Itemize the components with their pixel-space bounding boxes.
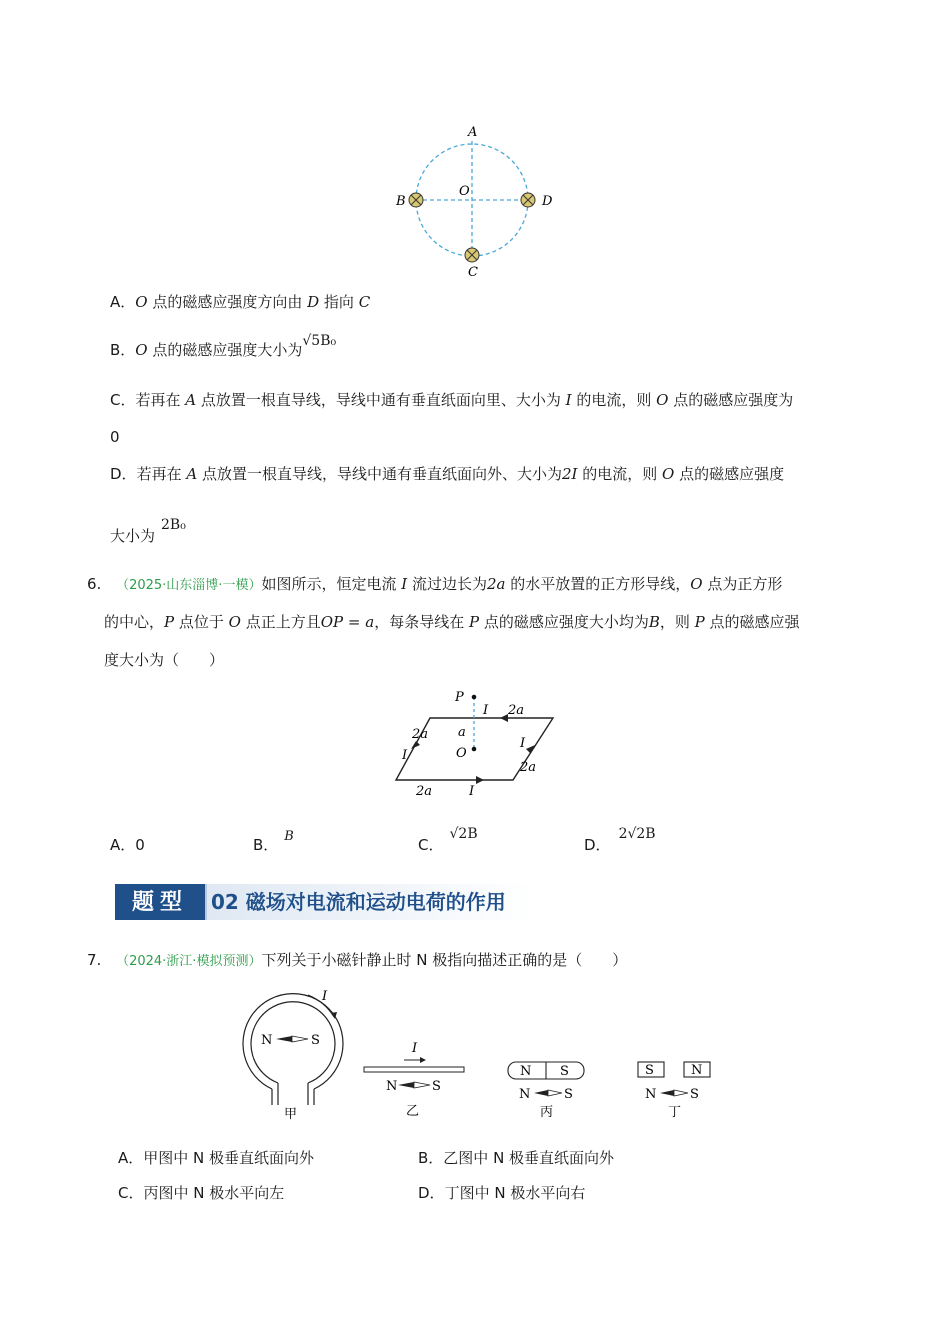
svg-text:I: I xyxy=(469,784,475,799)
svg-text:I: I xyxy=(520,736,526,751)
wire-C-icon xyxy=(465,248,479,262)
q7-figure-bing xyxy=(502,1058,592,1120)
q7-stem: 7. （2024·浙江·模拟预测）下列关于小磁针静止时 N 极指向描述正确的是（ ） xyxy=(87,951,628,969)
svg-text:N: N xyxy=(261,1033,273,1048)
q5-option-a[interactable]: A．O 点的磁感应强度方向由 D 指向 C xyxy=(110,293,371,311)
q7-option-b[interactable]: B．乙图中 N 极垂直纸面向外 xyxy=(418,1149,615,1167)
svg-text:S: S xyxy=(311,1033,320,1048)
svg-text:N: N xyxy=(691,1063,703,1078)
arrow-icon xyxy=(500,714,508,722)
q6-option-b[interactable]: B． B xyxy=(253,829,294,854)
svg-text:N: N xyxy=(519,1087,531,1102)
svg-text:I: I xyxy=(412,1041,418,1056)
svg-text:a: a xyxy=(458,725,466,740)
label-C: C xyxy=(468,265,478,280)
q7-figure-yi xyxy=(360,1040,470,1120)
q5-option-d[interactable]: D．若再在 A 点放置一根直导线，导线中通有垂直纸面向外、大小为2I 的电流，则 O 点的磁感应强度 xyxy=(110,465,785,483)
svg-text:S: S xyxy=(432,1079,441,1094)
q5-figure xyxy=(390,125,560,280)
svg-text:2a: 2a xyxy=(412,727,429,742)
label-O: O xyxy=(459,184,470,199)
svg-text:O: O xyxy=(456,746,467,761)
svg-text:2a: 2a xyxy=(520,760,537,775)
svg-text:N: N xyxy=(645,1087,657,1102)
q7-option-c[interactable]: C．丙图中 N 极水平向左 xyxy=(118,1184,285,1202)
svg-text:丙: 丙 xyxy=(540,1105,554,1120)
svg-text:甲: 甲 xyxy=(284,1107,298,1120)
q6-stem-line3: 度大小为（ ） xyxy=(104,651,225,669)
needle-icon xyxy=(276,1036,292,1042)
q6-option-d[interactable]: D．2√2B xyxy=(584,826,656,854)
q5-option-d-line2: 大小为2B₀ xyxy=(110,517,186,545)
svg-text:乙: 乙 xyxy=(406,1104,420,1119)
label-B: B xyxy=(396,194,406,209)
q6-option-c[interactable]: C．√2B xyxy=(418,826,478,854)
wire-D-icon xyxy=(521,193,535,207)
q7-figure-jia xyxy=(238,985,353,1120)
arrow-icon xyxy=(420,1057,426,1063)
svg-text:S: S xyxy=(564,1087,573,1102)
section-badge: 题型 xyxy=(115,884,209,920)
svg-text:N: N xyxy=(386,1079,398,1094)
svg-text:I: I xyxy=(483,703,489,718)
label-A: A xyxy=(468,125,478,140)
q6-stem-line1: 6. （2025·山东淄博·一模）如图所示，恒定电流 I 流过边长为2a 的水平放置的正方形导线，O 点为正方形 xyxy=(87,575,783,593)
svg-text:2a: 2a xyxy=(508,703,525,718)
wire-B-icon xyxy=(409,193,423,207)
section-banner xyxy=(115,884,855,920)
needle-icon xyxy=(398,1082,414,1088)
q5-option-c-line2: 0 xyxy=(110,428,120,446)
svg-text:I: I xyxy=(322,989,328,1004)
q7-figure-ding xyxy=(632,1058,722,1120)
svg-text:P: P xyxy=(455,690,464,705)
q6-stem-line2: 的中心，P 点位于 O 点正上方且OP = a，每条导线在 P 点的磁感应强度大小均为B，则 P 点的磁感应强 xyxy=(104,613,800,631)
q5-option-c[interactable]: C．若再在 A 点放置一根直导线，导线中通有垂直纸面向里、大小为 I 的电流，则 O 点的磁感应强度为 xyxy=(110,391,794,409)
q7-option-d[interactable]: D．丁图中 N 极水平向右 xyxy=(418,1184,586,1202)
q6-option-a[interactable]: A．0 xyxy=(110,836,145,854)
svg-text:S: S xyxy=(645,1063,654,1078)
svg-text:S: S xyxy=(560,1064,569,1079)
svg-text:2a: 2a xyxy=(416,784,433,799)
q7-option-a[interactable]: A．甲图中 N 极垂直纸面向外 xyxy=(118,1149,315,1167)
needle-icon xyxy=(534,1090,548,1096)
svg-text:S: S xyxy=(690,1087,699,1102)
svg-text:丁: 丁 xyxy=(668,1105,682,1120)
q6-figure xyxy=(390,685,570,800)
arrow-icon xyxy=(411,741,420,749)
svg-text:I: I xyxy=(402,748,408,763)
q5-option-b[interactable]: B．O 点的磁感应强度大小为√5B₀ xyxy=(110,333,337,359)
label-D: D xyxy=(542,194,553,209)
svg-text:N: N xyxy=(520,1064,532,1079)
arrow-icon xyxy=(476,776,484,784)
needle-icon xyxy=(660,1090,674,1096)
section-title: 02 磁场对电流和运动电荷的作用 xyxy=(207,884,536,920)
